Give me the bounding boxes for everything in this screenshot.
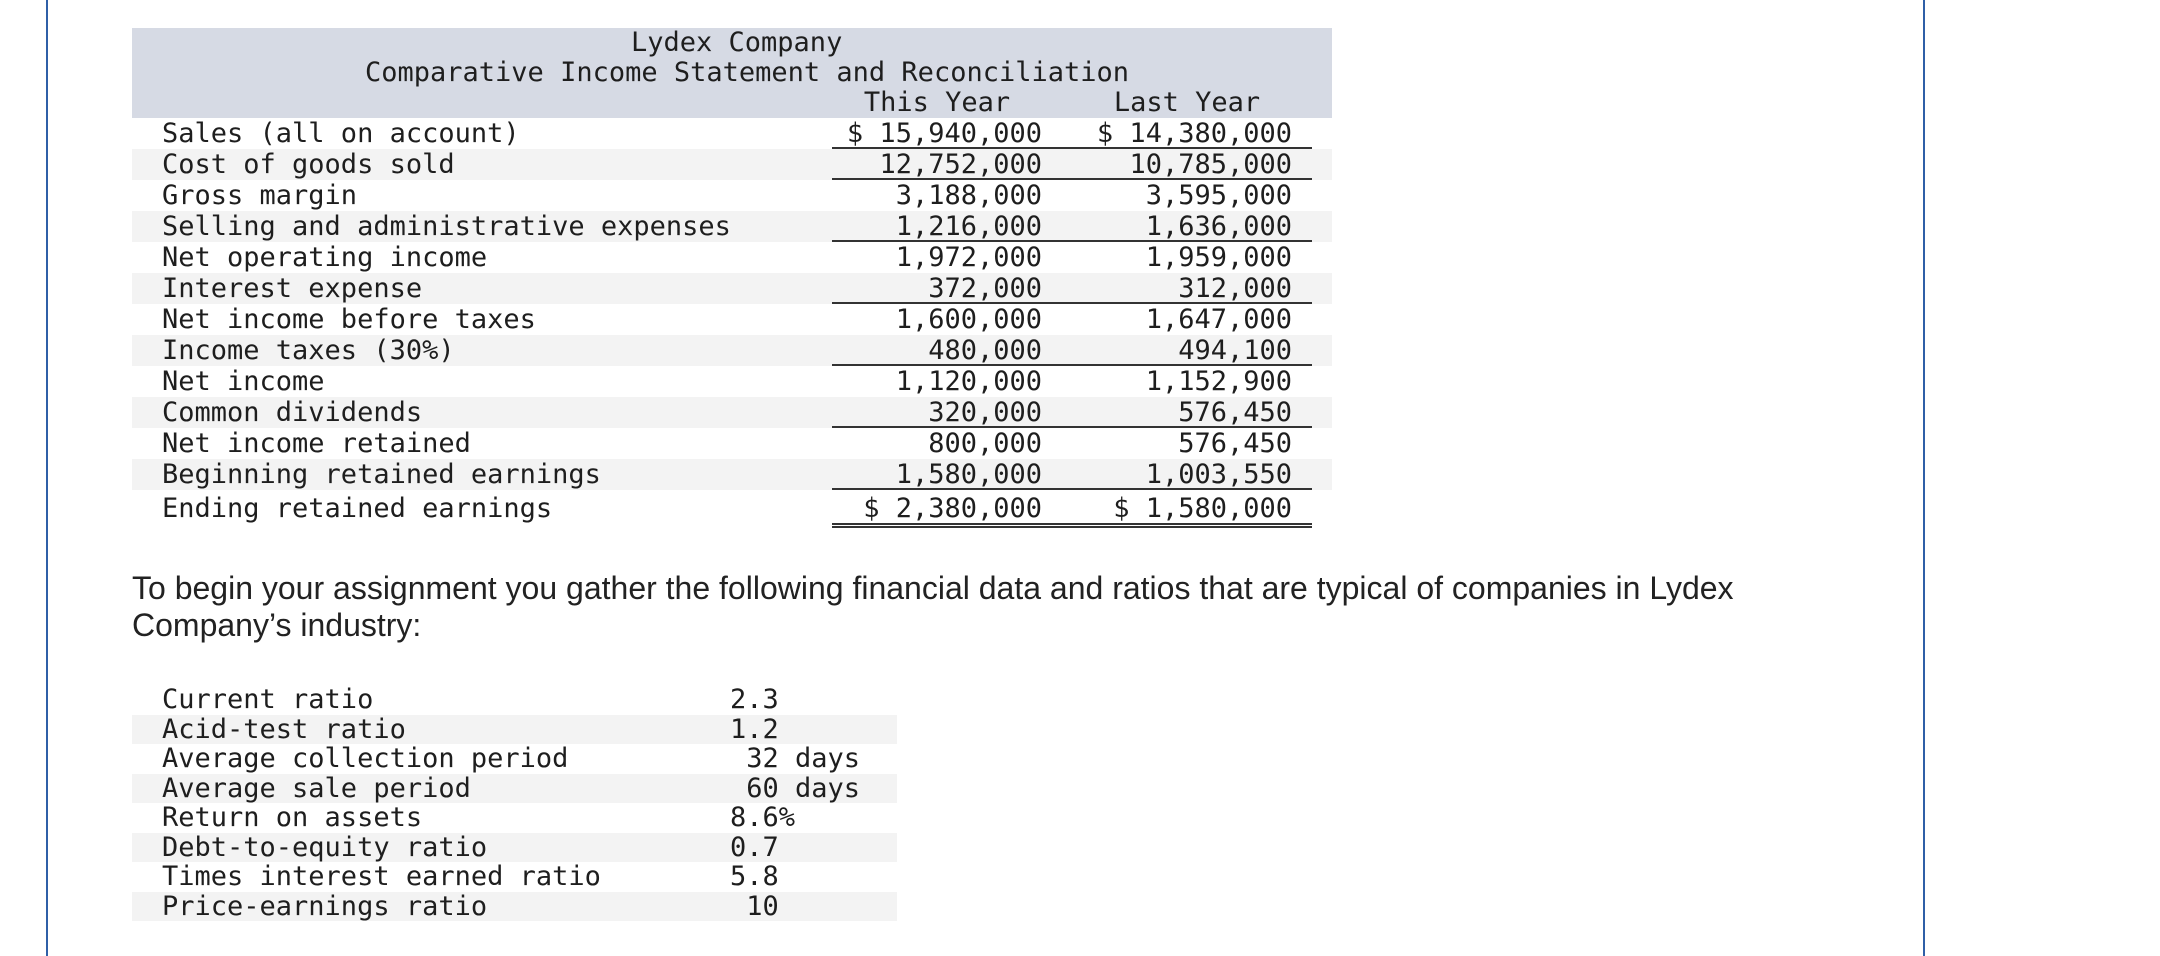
ratio-label: Average collection period bbox=[162, 743, 569, 774]
table-row bbox=[132, 490, 1332, 528]
statement-header bbox=[132, 28, 1332, 118]
this-year-value: 12,752,000 bbox=[832, 149, 1062, 180]
right-border-line bbox=[1923, 0, 1925, 956]
row-label: Gross margin bbox=[162, 180, 358, 211]
list-item bbox=[132, 774, 897, 804]
this-year-value: 3,188,000 bbox=[895, 180, 1042, 211]
table-row bbox=[132, 273, 1332, 304]
table-row bbox=[132, 366, 1332, 397]
row-label: Net income retained bbox=[162, 428, 471, 459]
left-border-line bbox=[46, 0, 48, 956]
table-row bbox=[132, 335, 1332, 366]
this-year-value: 1,120,000 bbox=[895, 366, 1042, 397]
row-label: Cost of goods sold bbox=[162, 149, 455, 180]
ratio-value: 5.8 bbox=[730, 861, 779, 892]
last-year-value: 1,003,550 bbox=[1062, 459, 1312, 490]
last-year-value: 494,100 bbox=[1062, 335, 1312, 366]
this-year-value: 1,972,000 bbox=[895, 242, 1042, 273]
this-year-value: 800,000 bbox=[928, 428, 1042, 459]
ratio-label: Debt-to-equity ratio bbox=[162, 831, 488, 863]
ratio-label: Times interest earned ratio bbox=[162, 861, 601, 892]
this-year-value: $ 2,380,000 bbox=[832, 490, 1062, 528]
industry-ratios-table bbox=[132, 685, 897, 921]
last-year-value: 3,595,000 bbox=[1145, 180, 1292, 211]
row-label: Ending retained earnings bbox=[162, 493, 553, 524]
list-item bbox=[132, 803, 897, 833]
last-year-value: 576,450 bbox=[1062, 397, 1312, 428]
ratio-label: Current ratio bbox=[162, 684, 374, 715]
col-header-last-year: Last Year bbox=[1113, 87, 1261, 118]
table-row bbox=[132, 180, 1332, 211]
table-row bbox=[132, 397, 1332, 428]
ratio-label: Acid-test ratio bbox=[162, 713, 406, 745]
last-year-value: $ 14,380,000 bbox=[1062, 118, 1312, 149]
row-label: Sales (all on account) bbox=[162, 118, 520, 149]
last-year-value: 1,647,000 bbox=[1145, 304, 1292, 335]
table-row bbox=[132, 149, 1332, 180]
table-row bbox=[132, 304, 1332, 335]
last-year-value: 10,785,000 bbox=[1062, 149, 1312, 180]
row-label: Beginning retained earnings bbox=[162, 459, 601, 490]
table-row bbox=[132, 118, 1332, 149]
table-row bbox=[132, 428, 1332, 459]
ratio-value: 10 bbox=[730, 890, 779, 922]
last-year-value: $ 1,580,000 bbox=[1062, 490, 1312, 528]
last-year-value: 576,450 bbox=[1178, 428, 1292, 459]
table-row bbox=[132, 211, 1332, 242]
ratio-value: 32 days bbox=[730, 743, 861, 774]
statement-title: Comparative Income Statement and Reconciliation bbox=[365, 57, 1130, 88]
this-year-value: 372,000 bbox=[832, 273, 1062, 304]
this-year-value: $ 15,940,000 bbox=[832, 118, 1062, 149]
row-label: Selling and administrative expenses bbox=[162, 211, 731, 242]
ratio-label: Average sale period bbox=[162, 772, 471, 804]
ratio-label: Return on assets bbox=[162, 802, 423, 833]
this-year-value: 320,000 bbox=[832, 397, 1062, 428]
this-year-value: 1,216,000 bbox=[832, 211, 1062, 242]
ratio-value: 1.2 bbox=[730, 713, 779, 745]
ratio-value: 60 days bbox=[730, 772, 861, 804]
table-row bbox=[132, 459, 1332, 490]
row-label: Income taxes (30%) bbox=[162, 335, 455, 366]
income-statement-table bbox=[132, 28, 1332, 528]
last-year-value: 1,636,000 bbox=[1062, 211, 1312, 242]
list-item bbox=[132, 862, 897, 892]
ratio-value: 2.3 bbox=[730, 684, 779, 715]
last-year-value: 1,152,900 bbox=[1145, 366, 1292, 397]
company-name: Lydex Company bbox=[631, 27, 843, 58]
ratio-label: Price-earnings ratio bbox=[162, 890, 488, 922]
row-label: Net income bbox=[162, 366, 325, 397]
this-year-value: 1,600,000 bbox=[895, 304, 1042, 335]
row-label: Common dividends bbox=[162, 397, 423, 428]
row-label: Net income before taxes bbox=[162, 304, 536, 335]
this-year-value: 1,580,000 bbox=[832, 459, 1062, 490]
last-year-value: 312,000 bbox=[1062, 273, 1312, 304]
list-item bbox=[132, 892, 897, 922]
list-item bbox=[132, 744, 897, 774]
ratio-value: 0.7 bbox=[730, 831, 779, 863]
intro-paragraph: To begin your assignment you gather the following financial data and ratios that are typical of companies in Lydex Company’s industry: bbox=[132, 570, 1734, 643]
list-item bbox=[132, 833, 897, 863]
row-label: Interest expense bbox=[162, 273, 423, 304]
last-year-value: 1,959,000 bbox=[1145, 242, 1292, 273]
list-item bbox=[132, 685, 897, 715]
list-item bbox=[132, 715, 897, 745]
col-header-this-year: This Year bbox=[863, 87, 1011, 118]
this-year-value: 480,000 bbox=[832, 335, 1062, 366]
table-row bbox=[132, 242, 1332, 273]
row-label: Net operating income bbox=[162, 242, 488, 273]
ratio-value: 8.6% bbox=[730, 802, 796, 833]
